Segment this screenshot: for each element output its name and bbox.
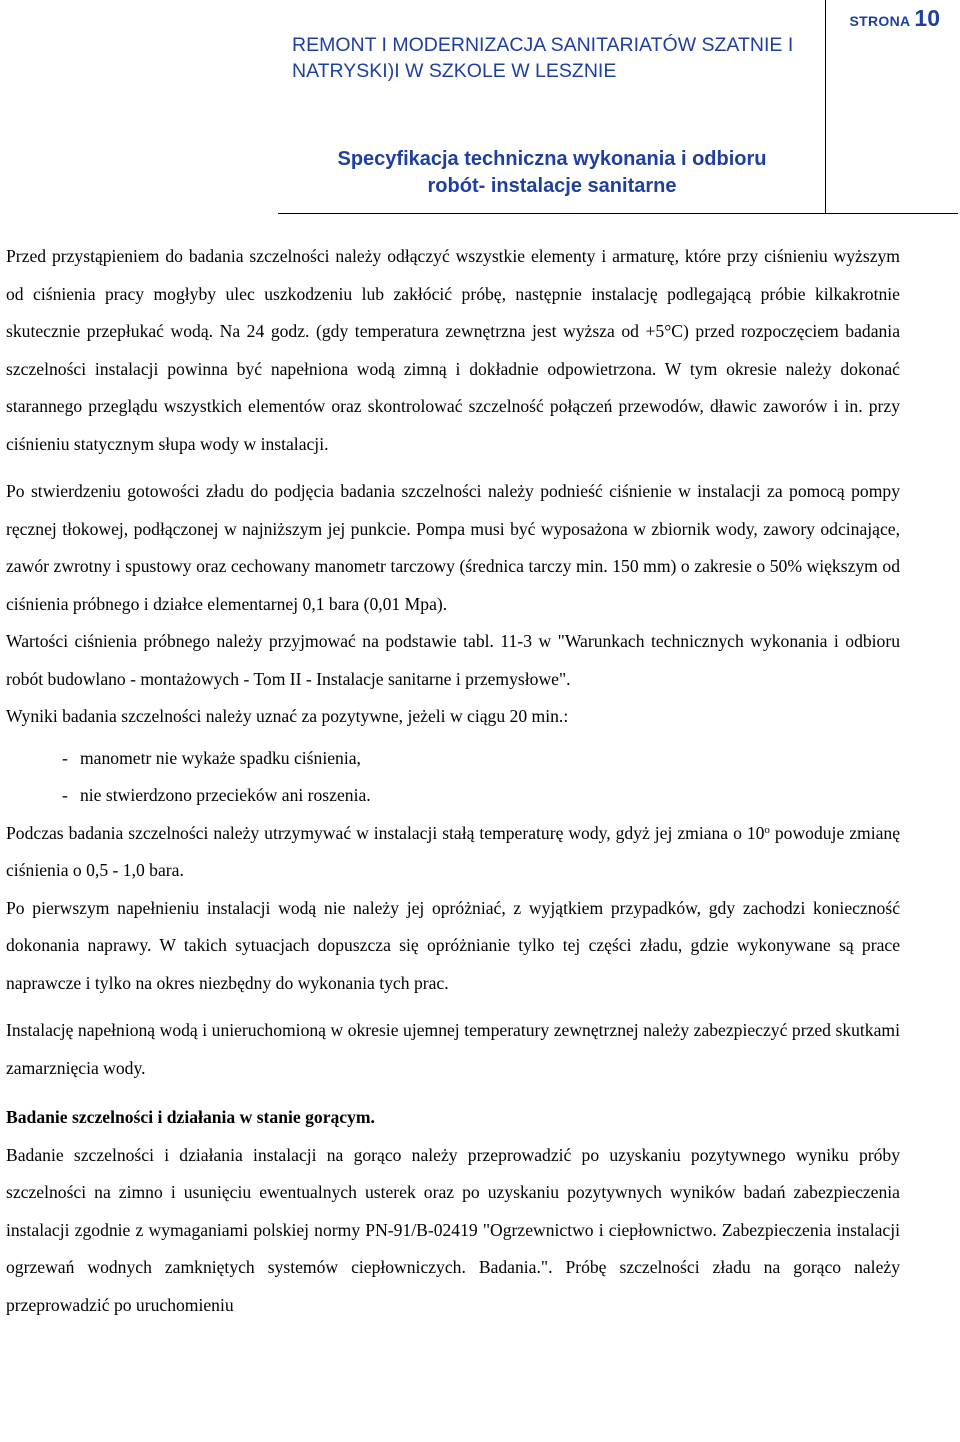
list-item xyxy=(6,777,900,815)
header-page-cell xyxy=(826,0,958,214)
paragraph-test-pressure-values: Wartości ciśnienia próbnego należy przyjmować na podstawie tabl. 11-3 w "Warunkach technicznych wykonania i odbioru robót budowlano - montażowych - Tom II - Instalacje sanitarne i przemysłowe". xyxy=(6,631,900,689)
specification-title: Specyfikacja techniczna wykonania i odbioru robót- instalacje sanitarne xyxy=(337,148,767,197)
paragraph-emptying: Po pierwszym napełnieniu instalacji wodą nie należy jej opróżniać, z wyjątkiem przypadków, gdy zachodzi konieczność dokonania naprawy. W takich sytuacjach dopuszcza się opróżnianie tylko tej części zładu, gdzie wykonywane są prace naprawcze i tylko na okres niezbędny do wykonania tych prac. xyxy=(6,897,900,993)
page-number-block xyxy=(849,5,940,32)
list-dash: - xyxy=(62,747,68,768)
list-item-text: nie stwierdzono przecieków ani roszenia. xyxy=(80,785,371,805)
list-dash: - xyxy=(62,785,68,805)
list-item xyxy=(6,740,900,778)
paragraph-freezing: Instalację napełnioną wodą i unieruchomioną w okresie ujemnej temperatury zewnętrznej należy zabezpieczyć przed skutkami zamarznięcia wody. xyxy=(6,1020,900,1078)
paragraph-temperature-part-b: powoduje zmianę ciśnienia o 0,5 - 1,0 bara. xyxy=(6,822,901,880)
page-number: 10 xyxy=(914,5,940,31)
paragraph-pressure-pump: Po stwierdzeniu gotowości zładu do podjęcia badania szczelności należy podnieść ciśnienie w instalacji za pomocą pompy ręcznej tłokowej, podłączonej w najniższym jej punkcie. Pompa musi być wyposażona w zbiornik wody, zawory odcinające, zawór zwrotny i spustowy oraz cechowany manometr tarczowy (średnica tarczy min. 150 mm) o zakresie o 50% większym od ciśnienia próbnego i działce elementarnej 0,1 bara (0,01 Mpa). xyxy=(6,481,900,614)
document-body xyxy=(6,238,900,1324)
page-header xyxy=(0,0,958,214)
header-title-cell xyxy=(278,0,826,214)
paragraph-hot-test: Badanie szczelności i działania instalacji na gorąco należy przeprowadzić po uzyskaniu pozytywnego wyniku próby szczelności na zimno i usunięciu ewentualnych usterek oraz po uzyskaniu pozytywnych wyników badań zabezpieczenia instalacji zgodnie z wymaganiami polskiej normy PN-91/B-02419 "Ogrzewnictwo i ciepłownictwo. Zabezpieczenia instalacji ogrzewań wodnych zamkniętych systemów ciepłowniczych. Badania.". Próbę szczelności zładu na gorąco należy przeprowadzić po uruchomieniu xyxy=(6,1144,900,1315)
criteria-list xyxy=(6,740,900,815)
paragraph-temperature-part-a: Podczas badania szczelności należy utrzymywać w instalacji stałą temperaturę wody, gdyż jej zmiana o 10 xyxy=(6,822,765,843)
section-heading: Badanie szczelności i działania w stanie gorącym. xyxy=(6,1107,375,1127)
page-label: STRONA xyxy=(849,13,911,29)
degree-superscript: o xyxy=(764,823,770,836)
paragraph-temperature xyxy=(6,815,900,890)
project-title: REMONT I MODERNIZACJA SANITARIATÓW SZATNIE I NATRYSKI)I W SZKOLE W LESZNIE xyxy=(292,34,794,82)
paragraph-preparation: Przed przystąpieniem do badania szczelności należy odłączyć wszystkie elementy i armaturę, które przy ciśnieniu wyższym od ciśnienia pracy mogłyby ulec uszkodzeniu lub zakłócić próbę, następnie instalację podlegającą próbie kilkakrotnie skutecznie przepłukać wodą. Na 24 godz. (gdy temperatura zewnętrzna jest wyższa od +5°C) przed rozpoczęciem badania szczelności instalacji powinna być napełniona wodą zimną i dokładnie odpowietrzona. W tym okresie należy dokonać starannego przeglądu wszystkich elementów oraz skontrolować szczelność połączeń przewodów, dławic zaworów i in. przy ciśnieniu statycznym słupa wody w instalacji. xyxy=(6,246,900,454)
list-item-text: manometr nie wykaże spadku ciśnienia, xyxy=(80,747,361,768)
paragraph-test-results: Wyniki badania szczelności należy uznać za pozytywne, jeżeli w ciągu 20 min.: xyxy=(6,706,569,726)
